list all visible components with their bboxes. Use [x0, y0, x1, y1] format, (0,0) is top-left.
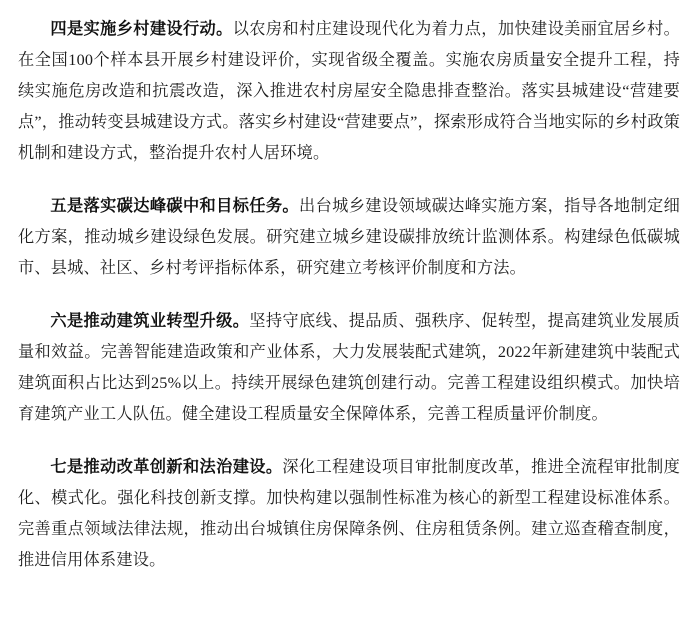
paragraph-5-lead: 五是落实碳达峰碳中和目标任务。 — [50, 197, 299, 215]
paragraph-6-body: 坚持守底线、提品质、强秩序、促转型，提高建筑业发展质量和效益。完善智能建造政策和产业体系，大力发展装配式建筑，2022年新建建筑中装配式建筑面积占比达到25%以上。持续开展绿色建筑创建行动。完善工程建设组织模式。加快培育建筑产业工人队伍。健全建设工程质量安全保障体系，完善工程质量评价制度。 — [18, 312, 680, 423]
paragraph-5-body: 出台城乡建设领域碳达峰实施方案，指导各地制定细化方案，推动城乡建设绿色发展。研究建立城乡建设碳排放统计监测体系。构建绿色低碳城市、县城、社区、乡村考评指标体系，研究建立考核评价制度和方法。 — [18, 197, 680, 277]
paragraph-4 — [18, 14, 680, 169]
paragraph-6-lead: 六是推动建筑业转型升级。 — [50, 312, 250, 330]
paragraph-7 — [18, 452, 680, 576]
paragraph-4-lead: 四是实施乡村建设行动。 — [50, 20, 233, 38]
paragraph-5 — [18, 191, 680, 284]
paragraph-4-body: 以农房和村庄建设现代化为着力点，加快建设美丽宜居乡村。在全国100个样本县开展乡村建设评价，实现省级全覆盖。实施农房质量安全提升工程，持续实施危房改造和抗震改造，深入推进农村房屋安全隐患排查整治。落实县城建设“营建要点”，推动转变县城建设方式。落实乡村建设“营建要点”，探索形成符合当地实际的乡村政策机制和建设方式，整治提升农村人居环境。 — [18, 20, 680, 162]
paragraph-7-body: 深化工程建设项目审批制度改革，推进全流程审批制度化、模式化。强化科技创新支撑。加快构建以强制性标准为核心的新型工程建设标准体系。完善重点领域法律法规，推动出台城镇住房保障条例、住房租赁条例。建立巡查稽查制度，推进信用体系建设。 — [18, 458, 680, 569]
paragraph-7-lead: 七是推动改革创新和法治建设。 — [50, 458, 283, 476]
paragraph-6 — [18, 306, 680, 430]
